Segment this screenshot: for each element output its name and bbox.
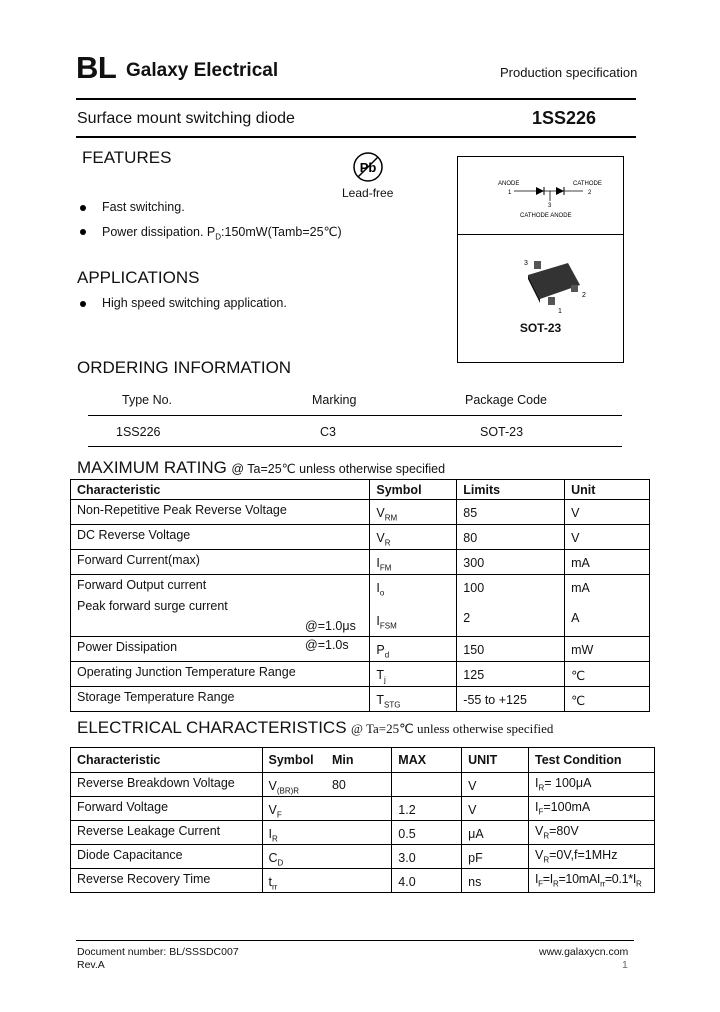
svg-text:CATHODE ANODE: CATHODE ANODE [520,213,572,219]
ordering-marking-value: C3 [320,425,336,439]
bullet-icon [80,229,86,235]
ordering-heading: ORDERING INFORMATION [77,358,292,377]
svg-text:ANODE: ANODE [498,181,520,187]
svg-text:1: 1 [508,190,512,196]
applications-heading: APPLICATIONS [77,268,200,287]
ordering-rule [88,415,622,416]
max-rating-table [70,479,650,712]
svg-text:3: 3 [548,203,552,209]
ordering-header-marking: Marking [312,393,357,407]
package-name: SOT-23 [519,321,562,335]
feature-item: Fast switching. [80,200,86,214]
elec-heading: ELECTRICAL CHARACTERISTICS @ Ta=25℃ unless otherwise specified [77,718,554,737]
table-row: Storage Temperature Range $T_{STG}$ -55 to +125 ℃ [71,687,650,712]
table-row: Diode Capacitance $C_D$ 3.0 pF $V_R=0V,f=1MHz$ [71,845,655,869]
svg-text:2: 2 [582,292,586,299]
table-header-row: Characteristic Symbol Min MAX UNIT Test Condition [71,748,655,773]
table-row: Reverse Breakdown Voltage $V_{(BR)R}$ 80 V $I_R= 100\mu A$ [71,773,655,797]
footer-rule [76,940,634,941]
revision: Rev.A [77,959,105,971]
header-rule [76,98,636,100]
part-number: 1SS226 [532,108,597,128]
table-row: Reverse Leakage Current $I_R$ 0.5 μA $V_R=80V$ [71,821,655,845]
page-subtitle: Surface mount switching diode [77,110,295,127]
document-type: Production specification [500,65,638,80]
table-row: DC Reverse Voltage $V_R$ 80 V [71,525,650,550]
subtitle-rule [76,136,636,138]
brand-logo: BL [76,50,117,85]
sot23-package-image [458,245,623,325]
diode-schematic [458,157,623,237]
application-item: High speed switching application. [80,296,86,310]
table-header-row: Characteristic Symbol Limits Unit [71,480,650,500]
elec-table [70,747,655,893]
website-link[interactable]: www.galaxycn.com [539,946,629,958]
ordering-header-type: Type No. [122,393,173,407]
table-row: Operating Junction Temperature Range $T_j$ 125 ℃ [71,662,650,687]
table-row: Forward Current(max) $I_{FM}$ 300 mA [71,550,650,575]
lead-free-icon [350,150,390,186]
package-box [457,156,624,363]
table-row: Forward Output current Peak forward surge current @=1.0μs @=1.0s $I_o$ $I_{FSM}$ 100 2 mA A [71,575,650,637]
company-name: Galaxy Electrical [126,60,279,81]
svg-text:2: 2 [588,190,592,196]
bullet-icon [80,301,86,307]
ordering-rule [88,446,622,447]
svg-text:3: 3 [524,260,528,267]
ordering-type-value: 1SS226 [116,425,161,439]
ordering-package-value: SOT-23 [480,425,524,439]
ordering-header-package: Package Code [465,393,548,407]
svg-text:1: 1 [558,308,562,315]
table-row: Non-Repetitive Peak Reverse Voltage $V_{RM}$ 85 V [71,500,650,525]
document-number: Document number: BL/SSSDC007 [77,946,239,958]
table-row: Power Dissipation $P_d$ 150 mW [71,637,650,662]
features-heading: FEATURES [82,148,172,167]
table-row: Reverse Recovery Time $t_{rr}$ 4.0 ns $I_F=I_R=10mAI_{rr}=0.1*I_R$ [71,869,655,893]
bullet-icon [80,205,86,211]
table-row: Forward Voltage $V_F$ 1.2 V $I_F=100mA$ [71,797,655,821]
feature-item: Power dissipation. $P_D:150mW(Tamb=25℃)$ [80,224,86,238]
lead-free-label: Lead-free [342,186,394,200]
svg-text:CATHODE: CATHODE [573,181,602,187]
svg-text:Pb: Pb [359,160,377,175]
max-rating-heading: MAXIMUM RATING @ Ta=25℃ unless otherwise specified [77,458,446,477]
page-number: 1 [622,959,628,971]
